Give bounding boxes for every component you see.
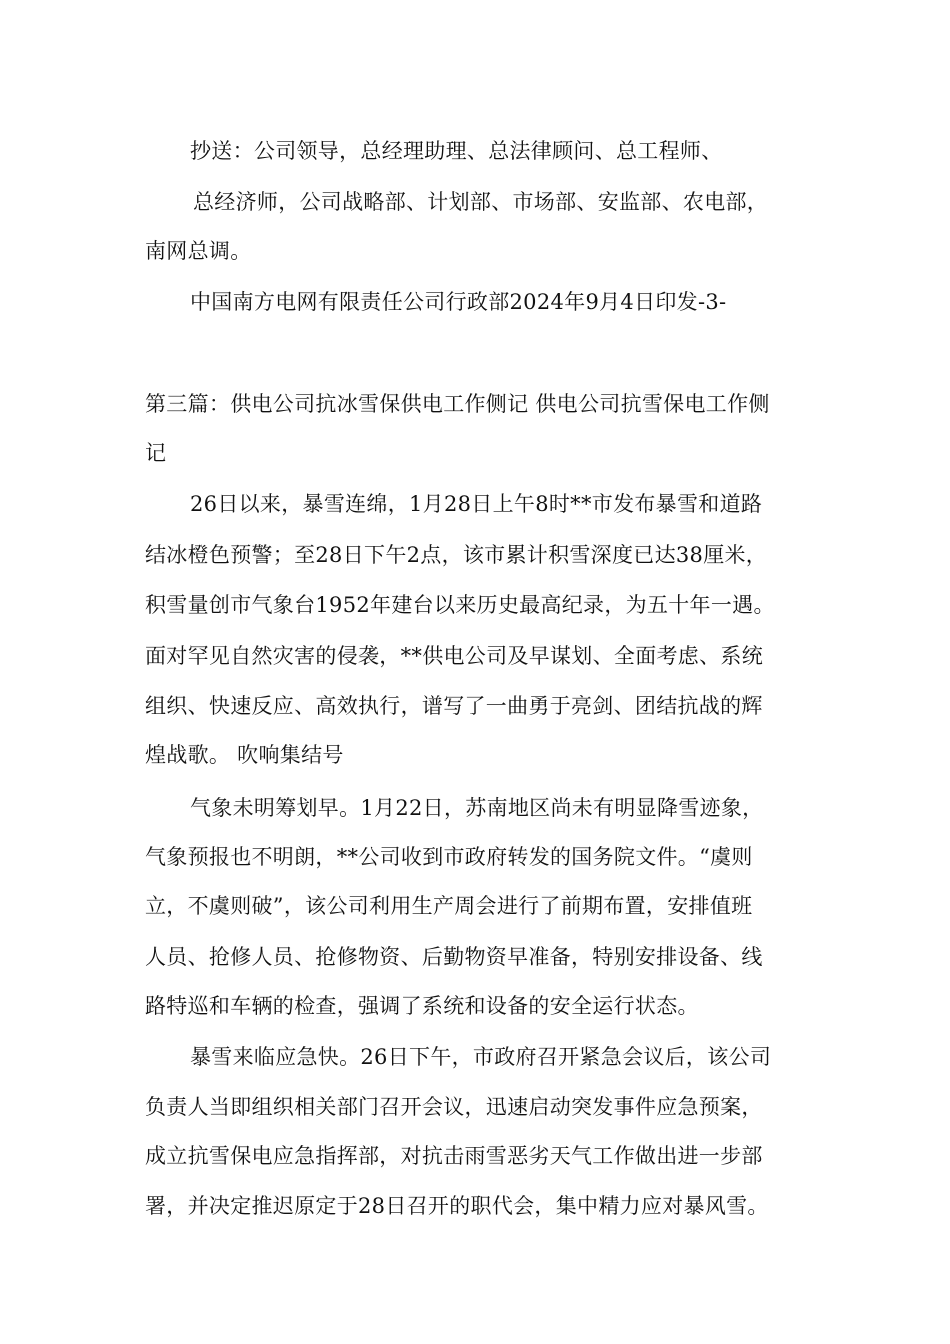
cc-line-2: 总经济师，公司战略部、计划部、市场部、安监部、农电部， — [193, 190, 769, 214]
paragraph-2-line-5: 路特巡和车辆的检查，强调了系统和设备的安全运行状态。 — [145, 994, 699, 1018]
cc-line-1: 抄送：公司领导，总经理助理、总法律顾问、总工程师、 — [190, 139, 723, 163]
paragraph-1-line-5: 组织、快速反应、高效执行，谱写了一曲勇于亮剑、团结抗战的辉 — [145, 694, 763, 718]
paragraph-2-line-3: 立，不虞则破”，该公司利用生产周会进行了前期布置，安排值班 — [145, 894, 753, 918]
paragraph-3-line-3: 成立抗雪保电应急指挥部，对抗击雨雪恶劣天气工作做出进一步部 — [145, 1144, 763, 1168]
paragraph-1-line-1: 26日以来，暴雪连绵，1月28日上午8时**市发布暴雪和道路 — [190, 492, 763, 516]
paragraph-1-line-3: 积雪量创市气象台1952年建台以来历史最高纪录，为五十年一遇。 — [145, 593, 775, 617]
paragraph-1-line-6: 煌战歌。 吹响集结号 — [145, 743, 344, 767]
section-title-line-2: 记 — [145, 441, 167, 465]
paragraph-2-line-2: 气象预报也不明朗，**公司收到市政府转发的国务院文件。“虞则 — [145, 845, 753, 869]
paragraph-1-line-4: 面对罕见自然灾害的侵袭，**供电公司及早谋划、全面考虑、系统 — [145, 644, 763, 668]
issuer-line: 中国南方电网有限责任公司行政部2024年9月4日印发-3- — [190, 290, 727, 314]
paragraph-3-line-4: 署，并决定推迟原定于28日召开的职代会，集中精力应对暴风雪。 — [145, 1194, 769, 1218]
section-title-line-1: 第三篇：供电公司抗冰雪保供电工作侧记 供电公司抗雪保电工作侧 — [145, 392, 770, 416]
paragraph-2-line-4: 人员、抢修人员、抢修物资、后勤物资早准备，特别安排设备、线 — [145, 945, 763, 969]
paragraph-3-line-1: 暴雪来临应急快。26日下午，市政府召开紧急会议后，该公司 — [190, 1045, 772, 1069]
cc-line-3: 南网总调。 — [145, 239, 252, 263]
paragraph-1-line-2: 结冰橙色预警；至28日下午2点，该市累计积雪深度已达38厘米， — [145, 543, 768, 567]
paragraph-3-line-2: 负责人当即组织相关部门召开会议，迅速启动突发事件应急预案， — [145, 1095, 763, 1119]
paragraph-2-line-1: 气象未明筹划早。1月22日，苏南地区尚未有明显降雪迹象， — [190, 796, 764, 820]
